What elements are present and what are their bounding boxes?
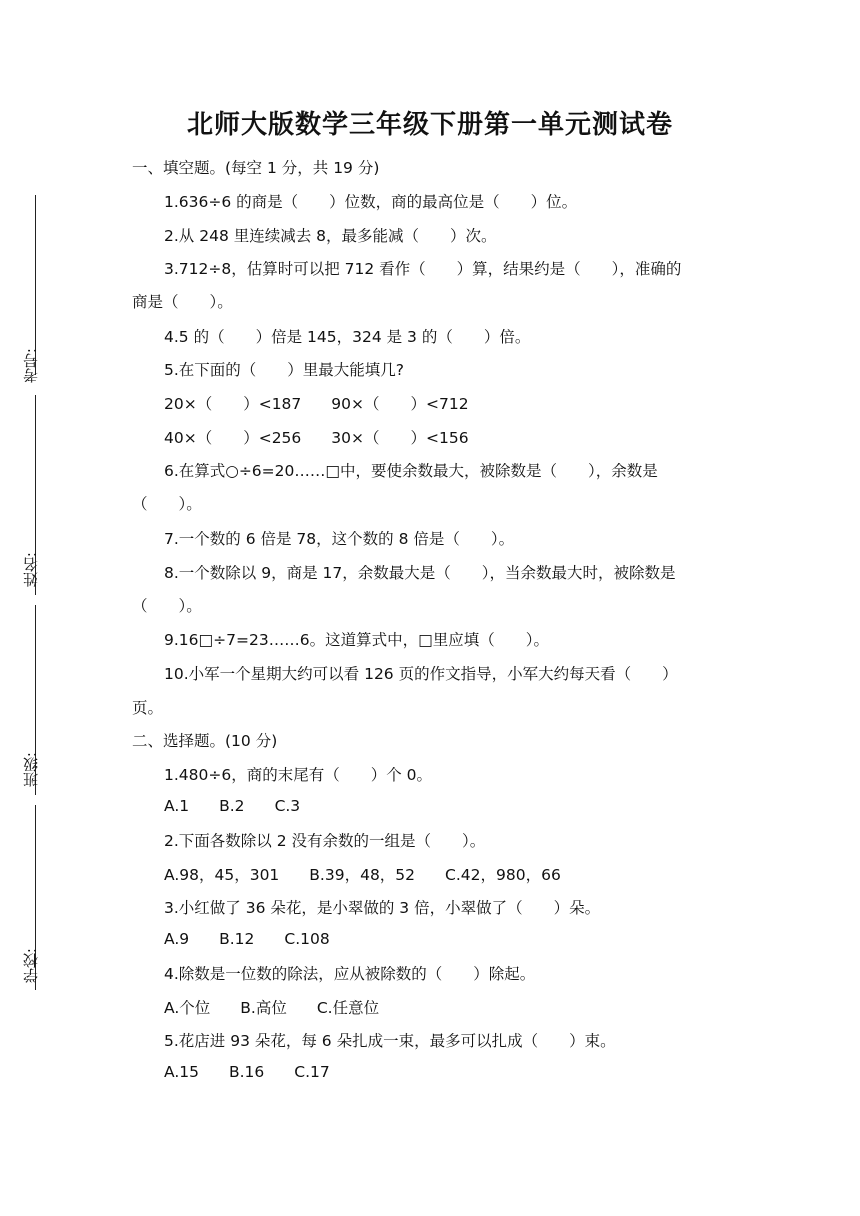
inequality: 30×（ ）<156	[331, 429, 469, 447]
s2-question-2: 2.下面各数除以 2 没有余数的一组是（ ）。	[164, 832, 486, 850]
s1-question-2: 2.从 248 里连续减去 8，最多能减（ ）次。	[164, 227, 497, 245]
s1-question-10-cont: 页。	[132, 699, 164, 717]
inequality: 90×（ ）<712	[331, 395, 469, 413]
s2-question-5-options	[164, 1063, 330, 1081]
s2-question-1-options	[164, 797, 300, 815]
s2-question-3: 3.小红做了 36 朵花，是小翠做的 3 倍，小翠做了（ ）朵。	[164, 899, 601, 917]
label-banji: 班级:	[22, 752, 40, 788]
s2-question-4-options	[164, 996, 379, 1018]
s1-question-5: 5.在下面的（ ）里最大能填几?	[164, 361, 405, 379]
s1-question-7: 7.一个数的 6 倍是 78，这个数的 8 倍是（ ）。	[164, 530, 515, 548]
s1-question-5-row2	[164, 426, 469, 448]
option-c: C.42，980，66	[445, 866, 561, 884]
option-b: B.39，48，52	[309, 866, 416, 884]
s1-question-4: 4.5 的（ ）倍是 145，324 是 3 的（ ）倍。	[164, 328, 531, 346]
inequality: 20×（ ）<187	[164, 395, 302, 413]
s2-question-2-options	[164, 863, 561, 885]
option-a: A.个位	[164, 999, 211, 1017]
option-a: A.15	[164, 1063, 199, 1081]
s2-question-4: 4.除数是一位数的除法，应从被除数的（ ）除起。	[164, 965, 536, 983]
label-kaohao: 考号:	[22, 348, 40, 384]
option-c: C.3	[274, 797, 301, 815]
label-xingming: 姓名:	[22, 552, 40, 588]
s1-question-8: 8.一个数除以 9，商是 17，余数最大是（ ），当余数最大时，被除数是	[164, 564, 676, 582]
option-a: A.9	[164, 930, 190, 948]
s1-question-3: 3.712÷8，估算时可以把 712 看作（ ）算，结果约是（ ），准确的	[164, 260, 682, 278]
s1-question-6-cont: （ ）。	[132, 495, 202, 513]
section1-heading: 一、填空题。(每空 1 分，共 19 分)	[132, 159, 380, 177]
inequality: 40×（ ）<256	[164, 429, 302, 447]
option-a: A.98，45，301	[164, 866, 280, 884]
option-b: B.2	[219, 797, 245, 815]
s1-question-3-cont: 商是（ ）。	[132, 293, 233, 311]
label-xuexiao: 学校:	[22, 948, 40, 984]
option-b: B.16	[228, 1063, 265, 1081]
option-c: C.108	[284, 930, 330, 948]
s1-question-8-cont: （ ）。	[132, 597, 202, 615]
s1-question-10: 10.小军一个星期大约可以看 126 页的作文指导，小军大约每天看（ ）	[164, 665, 678, 683]
s1-question-5-row1	[164, 392, 469, 414]
page-title: 北师大版数学三年级下册第一单元测试卷	[186, 110, 673, 140]
option-b: B.高位	[240, 999, 287, 1017]
s2-question-5: 5.花店进 93 朵花，每 6 朵扎成一束，最多可以扎成（ ）束。	[164, 1032, 616, 1050]
option-b: B.12	[219, 930, 255, 948]
option-a: A.1	[164, 797, 190, 815]
s1-question-9: 9.16□÷7=23……6。这道算式中，□里应填（ ）。	[164, 631, 549, 649]
s2-question-1: 1.480÷6，商的末尾有（ ）个 0。	[164, 766, 433, 784]
option-c: C.任意位	[316, 999, 380, 1017]
section2-heading: 二、选择题。(10 分)	[132, 732, 278, 750]
option-c: C.17	[294, 1063, 330, 1081]
s1-question-6: 6.在算式○÷6=20……□中，要使余数最大，被除数是（ ），余数是	[164, 462, 658, 480]
s1-question-1: 1.636÷6 的商是（ ）位数，商的最高位是（ ）位。	[164, 193, 578, 211]
s2-question-3-options	[164, 930, 330, 948]
